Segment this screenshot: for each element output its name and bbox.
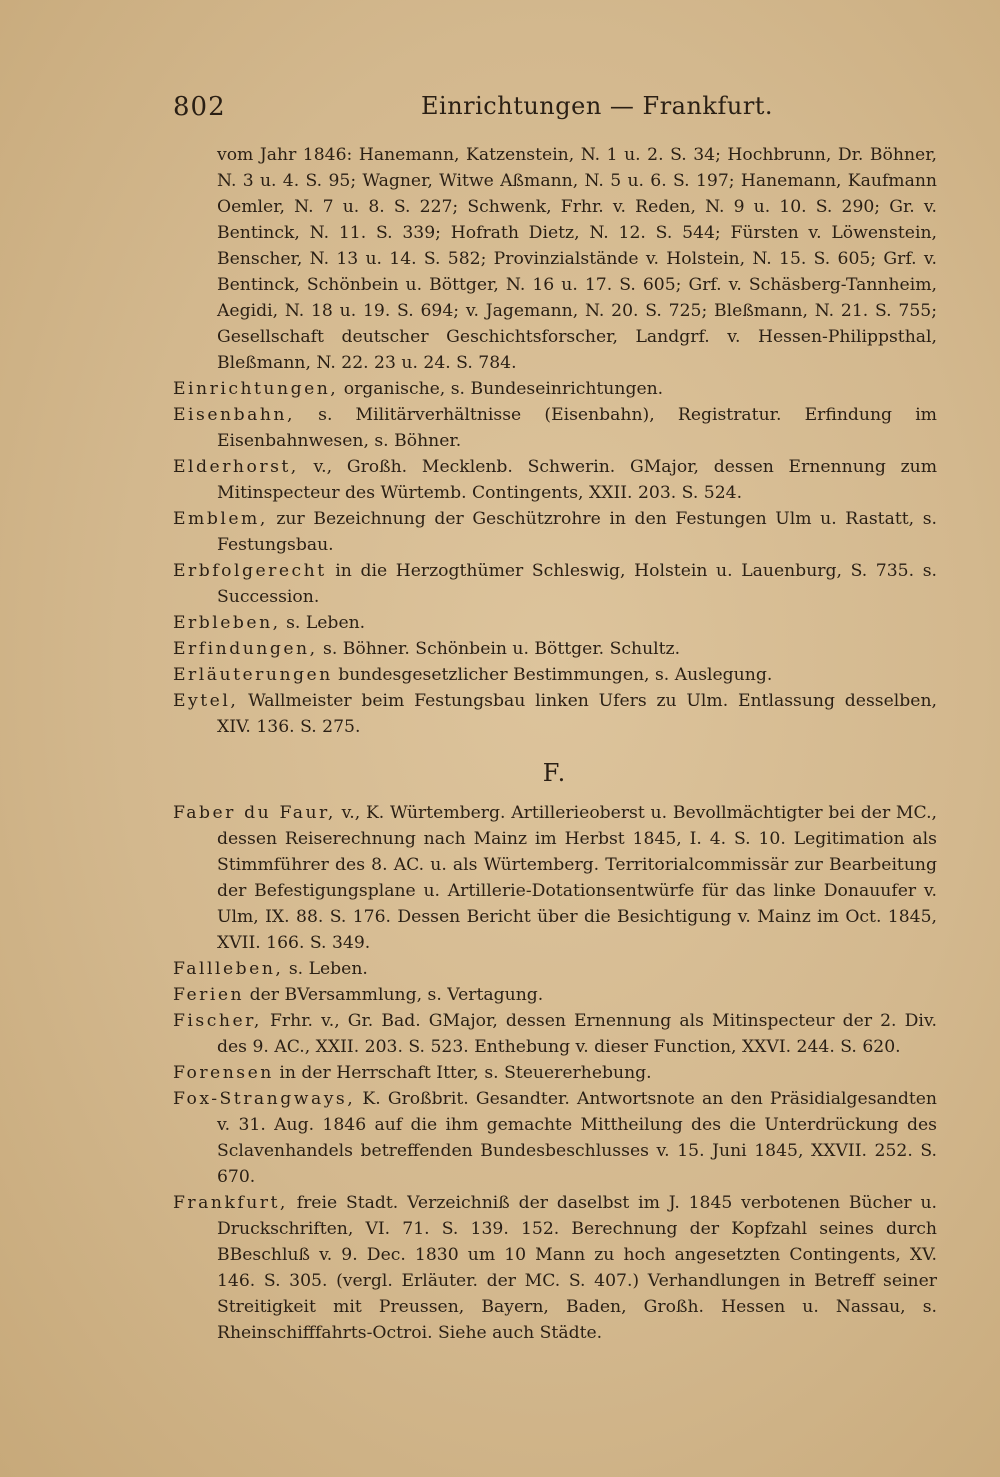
entry-text: s. Leben. (283, 959, 368, 979)
index-entry (173, 982, 937, 1008)
index-entry (173, 506, 937, 558)
entry-text: zur Bezeichnung der Geschützrohre in den Festungen Ulm u. Rastatt, s. Festungsbau. (217, 509, 937, 555)
entry-keyword: Emblem, (173, 509, 268, 529)
index-entry (173, 558, 937, 610)
entry-text: der BVersammlung, s. Vertagung. (244, 985, 544, 1005)
index-entry (173, 610, 937, 636)
index-entry (173, 688, 937, 740)
entry-text: in die Herzogthümer Schleswig, Holstein u. Lauenburg, S. 735. s. Succession. (217, 561, 937, 607)
page-header (173, 92, 933, 132)
entry-text: s. Militärverhältnisse (Eisenbahn), Registratur. Erfindung im Eisenbahnwesen, s. Böhner. (217, 405, 937, 451)
entry-text: s. Leben. (280, 613, 366, 633)
section-heading-f: F. (542, 759, 568, 787)
entry-text: vom Jahr 1846: Hanemann, Katzenstein, N. 1 u. 2. S. 34; Hochbrunn, Dr. Böhner, N. 3 u. 4. S. 95; Wagner, Witwe Aßmann, N. 5 u. 6. S. 197; Hanemann, Kaufmann Oemler, N. 7 u. 8. S. 227; Schwenk, Frhr. v. Reden, N. 9 u. 10. S. 290; Gr. v. Bentinck, N. 11. S. 339; Hofrath Dietz, N. 12. S. 544; Fürsten v. Löwenstein, Benscher, N. 13 u. 14. S. 582; Provinzialstände v. Holstein, N. 15. S. 605; Grf. v. Bentinck, Schönbein u. Böttger, N. 16 u. 17. S. 605; Grf. v. Schäsberg-Tannheim, Aegidi, N. 18 u. 19. S. 694; v. Jagemann, N. 20. S. 725; Bleßmann, N. 21. S. 755; Gesellschaft deutscher Geschichtsforscher, Landgrf. v. Hessen-Philippsthal, Bleßmann, N. 22. 23 u. 24. S. 784. (217, 145, 937, 373)
index-entry (173, 1060, 937, 1086)
entry-text: freie Stadt. Verzeichniß der daselbst im J. 1845 verbotenen Bücher u. Druckschriften, VI. 71. S. 139. 152. Berechnung der Kopfzahl seines durch BBeschluß v. 9. Dec. 1830 um 10 Mann zu hoch angesetzten Contingents, XV. 146. S. 305. (vergl. Erläuter. der MC. S. 407.) Verhandlungen in Betreff seiner Streitigkeit mit Preussen, Bayern, Baden, Großh. Hessen u. Nassau, s. Rheinschifffahrts-Octroi. Siehe auch Städte. (217, 1193, 937, 1343)
index-entry (173, 956, 937, 982)
entry-keyword: Erfindungen, (173, 639, 318, 659)
index-entry (173, 402, 937, 454)
index-entry (173, 1190, 937, 1346)
entry-text: Frhr. v., Gr. Bad. GMajor, dessen Ernennung als Mitinspecteur der 2. Div. des 9. AC., XXII. 203. S. 523. Enthebung v. dieser Function, XXVI. 244. S. 620. (217, 1011, 937, 1057)
entry-keyword: Erläuterungen (173, 665, 333, 685)
entry-keyword: Frankfurt, (173, 1193, 288, 1213)
entry-text: v., K. Würtemberg. Artillerieoberst u. Bevollmächtigter bei der MC., dessen Reiserechnung nach Mainz im Herbst 1845, I. 4. S. 10. Legitimation als Stimmführer des 8. AC. u. als Würtemberg. Territorialcommissär zur Bearbeitung der Befestigungsplane u. Artillerie-Dotationsentwürfe für das linke Donauufer v. Ulm, IX. 88. S. 176. Dessen Bericht über die Besichtigung v. Mainz im Oct. 1845, XVII. 166. S. 349. (217, 803, 937, 953)
entry-keyword: Elderhorst, (173, 457, 299, 477)
running-head: Einrichtungen — Frankfurt. (421, 92, 774, 120)
entry-keyword: Fox-Strangways, (173, 1089, 356, 1109)
entry-text: organische, s. Bundeseinrichtungen. (338, 379, 664, 399)
index-entry (173, 454, 937, 506)
entry-keyword: Fischer, (173, 1011, 262, 1031)
entry-keyword: Eytel, (173, 691, 239, 711)
entry-keyword: Einrichtungen, (173, 379, 339, 399)
entry-text: Wallmeister beim Festungsbau linken Ufers zu Ulm. Entlassung desselben, XIV. 136. S. 275. (217, 691, 937, 737)
index-body (173, 142, 937, 1346)
entry-keyword: Erbfolgerecht (173, 561, 327, 581)
index-entry (173, 662, 937, 688)
entry-keyword: Forensen (173, 1063, 274, 1083)
index-entry (173, 1008, 937, 1060)
index-entry (173, 376, 937, 402)
entry-keyword: Ferien (173, 985, 245, 1005)
entry-text: bundesgesetzlicher Bestimmungen, s. Auslegung. (332, 665, 773, 685)
entry-text: K. Großbrit. Gesandter. Antwortsnote an den Präsidialgesandten v. 31. Aug. 1846 auf die ihm gemachte Mittheilung des die Unterdrückung des Sclavenhandels betreffenden Bundesbeschlusses v. 15. Juni 1845, XXVII. 252. S. 670. (217, 1089, 937, 1187)
entry-keyword: Faber du Faur, (173, 803, 336, 823)
index-entry (173, 1086, 937, 1190)
index-entry (173, 800, 937, 956)
entry-keyword: Fallleben, (173, 959, 284, 979)
index-entry (173, 636, 937, 662)
entry-text: v., Großh. Mecklenb. Schwerin. GMajor, dessen Ernennung zum Mitinspecteur des Würtemb. Contingents, XXII. 203. S. 524. (217, 457, 937, 503)
index-entry-continuation (173, 142, 937, 376)
entry-keyword: Erbleben, (173, 613, 281, 633)
entry-text: s. Böhner. Schönbein u. Böttger. Schultz. (317, 639, 681, 659)
entry-keyword: Eisenbahn, (173, 405, 295, 425)
page-number: 802 (173, 92, 226, 122)
entry-text: in der Herrschaft Itter, s. Steuererhebung. (273, 1063, 652, 1083)
